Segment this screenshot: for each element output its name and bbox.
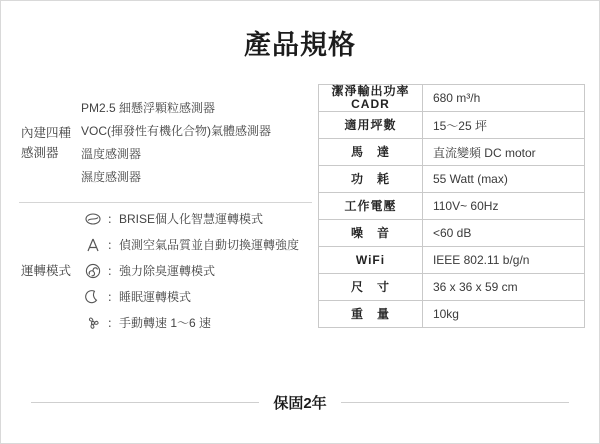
spec-value: 10kg [422,301,584,328]
spec-value: IEEE 802.11 b/g/n [422,247,584,274]
brise-leaf-icon [81,211,105,227]
spec-value: 55 Watt (max) [422,166,584,193]
list-item-label: ：BRISE個人化智慧運轉模式 [107,212,264,226]
divider-right [341,402,569,403]
spec-key: WiFi [318,247,422,274]
spec-value: 36 x 36 x 59 cm [422,274,584,301]
list-item: 濕度感測器 [81,170,142,184]
left-column [19,84,318,339]
list-item-label: ：睡眠運轉模式 [107,290,192,304]
page-title: 產品規格 [244,30,356,60]
list-item-label: ：偵測空氣品質並自動切換運轉強度 [107,238,300,252]
list-item [81,206,312,232]
fan-spiral-icon [81,263,105,279]
table-row [318,274,584,301]
sensors-heading-line1: 內建四種 [21,126,72,140]
table-row [318,166,584,193]
table-row [318,112,584,139]
table-row [318,193,584,220]
table-row [318,85,584,112]
table-row [318,301,584,328]
spec-table-wrapper [318,84,585,339]
spec-key-line1: 潔淨輸出功率 [331,84,410,98]
spec-table [318,84,585,328]
spec-value: 15～25 坪 [422,112,584,139]
spec-key [318,85,422,112]
list-item: VOC(揮發性有機化合物)氣體感測器 [81,124,271,138]
list-item [81,284,312,310]
spec-key-line2: CADR [351,97,390,111]
sensors-block [19,84,312,202]
spec-key: 重 量 [318,301,422,328]
list-item [81,258,312,284]
spec-value: 直流變頻 DC motor [422,139,584,166]
divider-left [31,402,259,403]
fan-blades-icon [81,315,105,331]
warranty-label: 保固2年 [273,395,327,412]
table-row [318,220,584,247]
modes-block [19,202,312,339]
list-item: 溫度感測器 [81,147,142,161]
list-item-label: ：手動轉速 1～6 速 [107,316,212,330]
letter-a-auto-icon [81,237,105,253]
sensors-heading-line2: 感測器 [21,146,59,160]
list-item [81,310,312,336]
list-item-label: ：強力除臭運轉模式 [107,264,216,278]
table-row [318,247,584,274]
sensors-list [81,97,312,189]
moon-sleep-icon [81,289,105,305]
table-row [318,139,584,166]
content-area [1,84,599,339]
spec-key: 工作電壓 [318,193,422,220]
spec-key: 適用坪數 [318,112,422,139]
modes-list [81,206,312,336]
spec-value: <60 dB [422,220,584,247]
list-item [81,232,312,258]
sensors-heading [19,123,81,163]
modes-heading: 運轉模式 [21,264,72,278]
spec-value: 680 m³/h [422,85,584,112]
spec-value: 110V~ 60Hz [422,193,584,220]
list-item: PM2.5 細懸浮顆粒感測器 [81,101,216,115]
warranty-footer [1,392,599,413]
spec-key: 功 耗 [318,166,422,193]
spec-key: 尺 寸 [318,274,422,301]
spec-key: 馬 達 [318,139,422,166]
spec-key: 噪 音 [318,220,422,247]
